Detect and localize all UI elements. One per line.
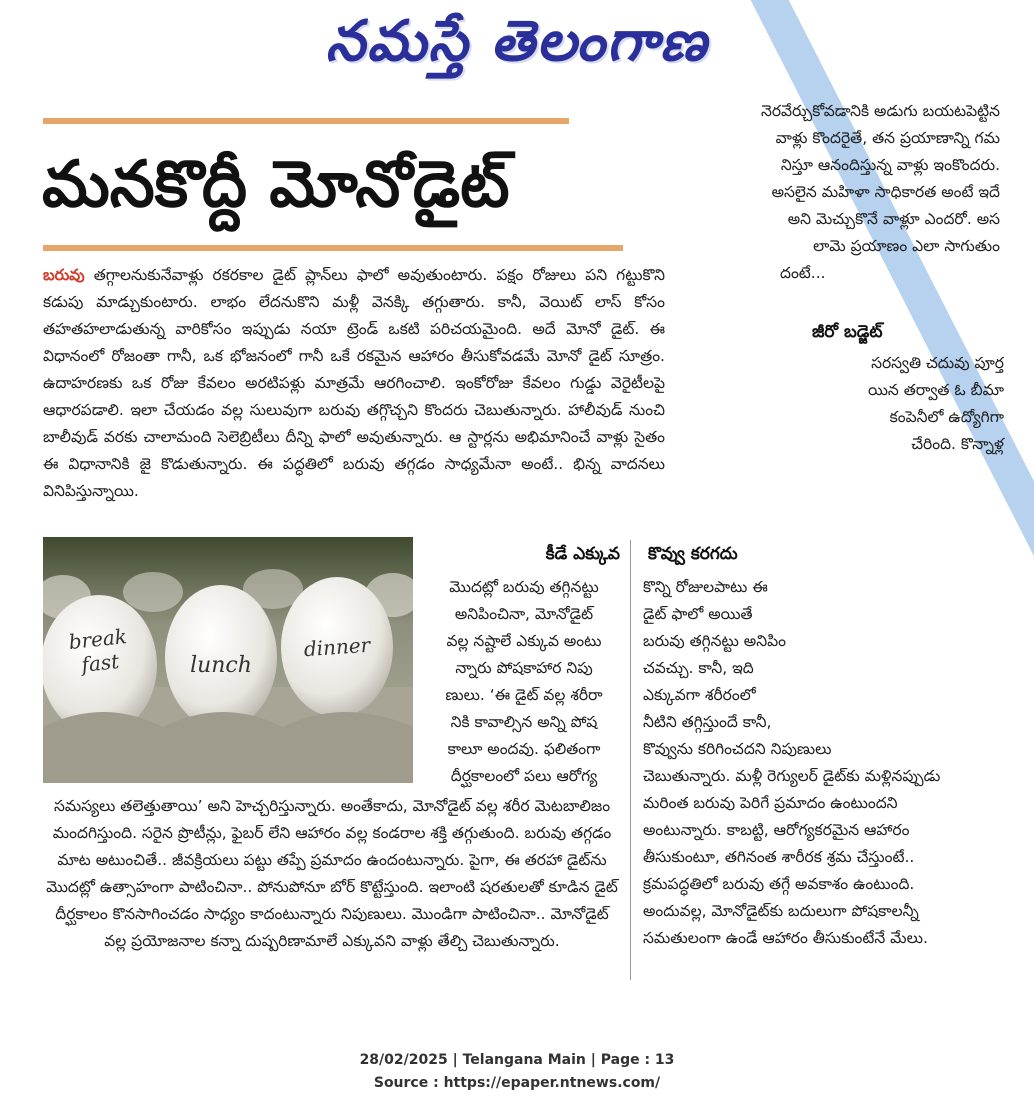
kovvu-line: కొన్ని రోజులపాటు ఈ (643, 578, 768, 596)
zero-budget-line: యిన తర్వాత ఓ బీమా (868, 381, 1004, 399)
right-top-line: వాళ్లు కొందరైతే, తన ప్రయాణాన్ని గమ (775, 129, 1000, 147)
zero-budget-subhead: జీరో బడ్జెట్ (812, 322, 883, 342)
kovvu-line: ఎక్కువగా శరీరంలో (643, 686, 756, 704)
right-top-line: దంటే... (780, 264, 826, 282)
right-top-line: అసలైన మహిళా సాధికారత అంటే ఇదే (771, 183, 1000, 201)
keede-line: వల్ల నష్టాలే ఎక్కువ అంటు (446, 632, 602, 650)
keede-line: న్నారు పోషకాహార నిపు (455, 659, 593, 677)
zero-budget-line: చేరింది. కొన్నాళ్ల (911, 435, 1004, 453)
egg-label-dinner: dinner (303, 632, 371, 662)
right-top-line: లామె ప్రయాణం ఎలా సాగుతుం (813, 237, 1000, 255)
zero-budget-line: కంపెనీలో ఉద్యోగిగా (889, 408, 1004, 426)
newspaper-masthead: నమస్తే తెలంగాణ (325, 9, 709, 74)
keede-narrow-text (420, 574, 628, 790)
kovvu-line: నీటిని తగ్గిస్తుందే కానీ, (643, 713, 772, 731)
right-top-column (660, 98, 1000, 287)
kovvu-line: కొవ్వును కరిగించదని నిపుణులు (643, 740, 832, 758)
egg-label-lunch: lunch (190, 653, 252, 678)
kovvu-line: డైట్ ఫాలో అయితే (643, 605, 753, 623)
article-headline: మనకొద్దీ మోనోడైట్ (42, 148, 510, 222)
headline-bottom-rule (43, 245, 623, 251)
intro-paragraph (43, 262, 665, 505)
footer-source-line: Source : https://epaper.ntnews.com/ (373, 1075, 661, 1091)
zero-budget-line: సరస్వతి చదువు పూర్త (871, 354, 1004, 372)
headline-top-rule (43, 118, 569, 124)
kovvu-narrow-text (643, 574, 863, 763)
egg-label-breakfast: break fast (67, 624, 128, 677)
right-top-line: నెరవేర్చుకోవడానికి అడుగు బయటపెట్టిన (760, 102, 1000, 120)
keede-line: ణులు. ‘ఈ డైట్ వల్ల శరీరా (445, 686, 603, 704)
keede-line: నికి కావాల్సిన అన్ని పోష (450, 713, 598, 731)
keede-wide-text: సమస్యలు తలెత్తుతాయి’ అని హెచ్చరిస్తున్నారు. అంతేకాదు, మోనోడైట్ వల్ల శరీర మెటబాలిజం మందగిస్తుంది. సరైన ప్రొటీన్లు, ఫైబర్ లేని ఆహారం వల్ల కండరాల శక్తి తగ్గుతుంది. బరువు తగ్గడం మాట అటుంచితే.. జీవక్రియలు పట్టు తప్పే ప్రమాదం ఉందంటున్నారు. పైగా, ఈ తరహా డైట్‌ను మొదట్లో ఉత్సాహంగా పాటించినా.. పోనుపోనూ బోర్ కొట్టేస్తుంది. ఇలాంటి షరతులతో కూడిన డైట్ దీర్ఘకాలం కొనసాగించడం సాధ్యం కాదంటున్నారు నిపుణులు. మొండిగా పాటించినా.. మోనోడైట్ వల్ల ప్రయోజనాల కన్నా దుష్పరిణామాలే ఎక్కువని వాళ్లు తేల్చి చెబుతున్నారు. (46, 797, 618, 950)
intro-lead-word: బరువు (43, 266, 85, 284)
keede-line: కాలూ అందవు. ఫలితంగా (447, 740, 601, 758)
keede-line: అనిపించినా, మోనోడైట్ (454, 605, 594, 623)
keede-line: దీర్ఘకాలంలో పలు ఆరోగ్య (450, 767, 598, 785)
kovvu-wide-text: చెబుతున్నారు. మళ్లీ రెగ్యులర్ డైట్‌కు మళ్లినప్పుడు మరింత బరువు పెరిగే ప్రమాదం ఉంటుందని అంటున్నారు. కాబట్టి, ఆరోగ్యకరమైన ఆహారం తీసుకుంటూ, తగినంత శారీరక శ్రమ చేస్తుంటే.. క్రమపద్ధతిలో బరువు తగ్గే అవకాశం ఉంటుంది. అందువల్ల, మోనోడైట్‌కు బదులుగా పోషకాలన్నీ సమతులంగా ఉండే ఆహారం తీసుకుంటేనే మేలు. (643, 767, 941, 947)
keede-line: మొదట్లో బరువు తగ్గినట్టు (449, 578, 599, 596)
keede-subhead: కీడే ఎక్కువ (545, 544, 620, 564)
right-top-line: నిస్తూ ఆనందిస్తున్న వాళ్లు ఇంకొందరు. (780, 156, 1000, 174)
eggs-photo (43, 537, 413, 783)
footer-date-line: 28/02/2025 | Telangana Main | Page : 13 (359, 1052, 675, 1068)
kovvu-line: చవచ్చు. కానీ, ఇది (643, 659, 754, 677)
right-top-line: అని మెచ్చుకొనే వాళ్లూ ఎందరో. అస (787, 210, 1000, 228)
intro-text: తగ్గాలనుకునేవాళ్లు రకరకాల డైట్ ప్లాన్‌లు ఫాలో అవుతుంటారు. పక్షం రోజులు పని గట్టుకొని కడుపు మాడ్చుకుంటారు. లాభం లేదనుకొని మళ్లీ వెనక్కి తగ్గుతారు. కానీ, వెయిట్ లాస్ కోసం తహతహలాడుతున్న వారికోసం ఇప్పుడు నయా ట్రెండ్ ఒకటి పరిచయమైంది. అదే మోనో డైట్. ఈ విధానంలో రోజంతా గానీ, ఒక భోజనంలో గానీ ఒకే రకమైన ఆహారం తీసుకోవడమే మోనో డైట్ సూత్రం. ఉదాహరణకు ఒక రోజు కేవలం అరటిపళ్లు మాత్రమే ఆరగించాలి. ఇంకోరోజు కేవలం గుడ్డు వెరైటీలపై ఆధారపడాలి. ఇలా చేయడం వల్ల సులువుగా బరువు తగ్గొచ్చని కొందరు చెబుతున్నారు. హాలీవుడ్ నుంచి బాలీవుడ్ వరకు చాలామంది సెలెబ్రిటీలు దీన్ని ఫాలో అవుతున్నారు. ఆ స్టార్లను అభిమానించే వాళ్లు సైతం ఈ విధానానికి జై కొడుతున్నారు. ఈ పద్ధతిలో బరువు తగ్గడం సాధ్యమేనా అంటే.. భిన్న వాదనలు వినిపిస్తున్నాయి. (43, 266, 665, 500)
kovvu-line: బరువు తగ్గినట్టు అనిపిం (643, 632, 786, 650)
kovvu-subhead: కొవ్వు కరగదు (648, 544, 738, 564)
zero-budget-text (800, 350, 1004, 458)
column-divider (630, 540, 631, 980)
